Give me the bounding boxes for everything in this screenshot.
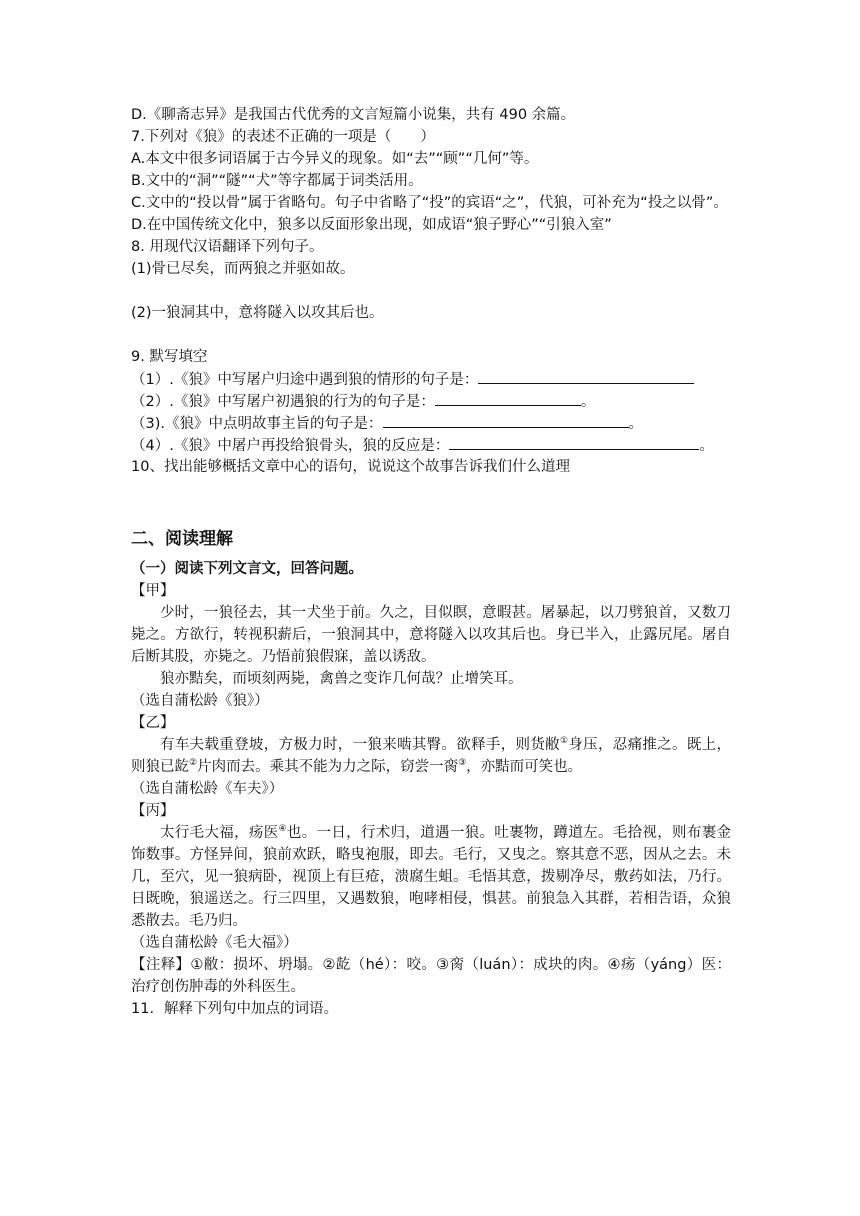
document-page xyxy=(131,104,731,1020)
passage-bing-text-b: 也。一日，行术归，道遇一狼。吐裹物，蹲道左。毛拾视，则布裹金饰数事。方怪异间，狼前欢跃，略曳袍服，即去。毛行，又曳之。察其意不恶，因从之去。未几，至穴，见一狼病卧，视顶上有巨疮，溃腐生蛆。毛悟其意，拨剔净尽，敷药如法，乃行。日既晚，狼遥送之。行三四里，又遇数狼，咆哮相侵，惧甚。前狼急入其群，若相告语，众狼悉散去。毛乃归。 xyxy=(131,825,732,929)
question-7: 7.下列对《狼》的表述不正确的一项是（ ） xyxy=(131,129,435,145)
question-9-item-4-text: （4）.《狼》中屠户再投给狼骨头，狼的反应是： xyxy=(131,438,450,454)
passage-jia-label: 【甲】 xyxy=(131,583,175,599)
question-7-option-c: C.文中的“投以骨”属于省略句。句子中省略了“投”的宾语“之”，代狼，可补充为“投之以骨”。 xyxy=(131,195,728,211)
passage-yi-label: 【乙】 xyxy=(131,715,175,731)
question-10: 10、找出能够概括文章中心的语句，说说这个故事告诉我们什么道理 xyxy=(131,459,570,475)
annotation-notes: 【注释】①敝：损坏、坍塌。②龁（hé）：咬。③脔（luán）：成块的肉。④疡（yáng）医：治疗创伤肿毒的外科医生。 xyxy=(131,957,731,995)
answer-blank-2[interactable] xyxy=(435,390,581,406)
question-8: 8. 用现代汉语翻译下列句子。 xyxy=(131,239,324,255)
answer-blank-3[interactable] xyxy=(383,412,629,428)
passage-yi-source: （选自蒲松龄《车夫》） xyxy=(131,781,284,797)
footnote-marker-3: ③ xyxy=(458,758,467,769)
question-7-option-a: A.本文中很多词语属于古今异义的现象。如“去”“顾”“几何”等。 xyxy=(131,151,539,167)
section-2-subtitle: （一）阅读下列文言文，回答问题。 xyxy=(131,561,363,577)
footnote-marker-1: ① xyxy=(559,736,569,747)
period: 。 xyxy=(699,438,714,454)
footnote-marker-2: ② xyxy=(189,758,198,769)
passage-bing-paragraph xyxy=(131,822,731,932)
passage-bing-source: （选自蒲松龄《毛大福》） xyxy=(131,935,298,951)
question-9: 9. 默写填空 xyxy=(131,349,208,365)
question-9-item-2 xyxy=(131,390,731,412)
passage-yi-text-d: ，亦黠而可笑也。 xyxy=(466,759,583,775)
question-9-item-4 xyxy=(131,434,731,456)
question-9-item-2-text: （2）.《狼》中写屠户初遇狼的行为的句子是： xyxy=(131,394,435,410)
answer-blank-4[interactable] xyxy=(449,434,699,450)
answer-blank-1[interactable] xyxy=(478,368,694,384)
question-7-option-b: B.文中的“洞”“隧”“犬”等字都属于词类活用。 xyxy=(131,173,423,189)
passage-bing-text-a: 太行毛大福，疡医 xyxy=(160,825,279,841)
question-9-item-3 xyxy=(131,412,731,434)
period: 。 xyxy=(580,394,596,410)
passage-yi-text-b: 身压，忍痛推之。既上，则狼已龁 xyxy=(131,737,731,775)
passage-yi-text-c: 片肉而去。乘其不能为力之际，窃尝一脔 xyxy=(197,759,459,775)
question-7-option-d: D.在中国传统文化中，狼多以反面形象出现，如成语“狼子野心”“引狼入室” xyxy=(131,217,612,233)
question-6-option-d: D.《聊斋志异》是我国古代优秀的文言短篇小说集，共有 490 余篇。 xyxy=(131,107,576,123)
question-9-item-3-text: （3).《狼》中点明故事主旨的句子是： xyxy=(131,416,383,432)
question-11: 11．解释下列句中加点的词语。 xyxy=(131,1001,338,1017)
passage-jia-paragraph-1: 少时，一狼径去，其一犬坐于前。久之，目似瞑，意暇甚。屠暴起，以刀劈狼首，又数刀毙之。方欲行，转视积薪后，一狼洞其中，意将隧入以攻其后也。身已半入，止露尻尾。屠自后断其股，亦毙之。乃悟前狼假寐，盖以诱敌。 xyxy=(131,605,731,665)
question-8-sentence-1: (1)骨已尽矣，而两狼之并驱如故。 xyxy=(131,261,355,277)
passage-bing-label: 【丙】 xyxy=(131,803,175,819)
question-9-item-1 xyxy=(131,368,731,390)
section-2-title: 二、阅读理解 xyxy=(131,529,233,549)
question-9-item-1-text: （1）.《狼》中写屠户归途中遇到狼的情形的句子是： xyxy=(131,372,479,388)
period: 。 xyxy=(628,416,643,432)
question-8-sentence-2: (2)一狼洞其中，意将隧入以攻其后也。 xyxy=(131,305,384,321)
passage-yi-paragraph xyxy=(131,734,731,778)
passage-jia-paragraph-2: 狼亦黠矣，而顷刻两毙，禽兽之变诈几何哉？止增笑耳。 xyxy=(160,671,523,687)
footnote-marker-4: ④ xyxy=(278,824,287,835)
passage-yi-text-a: 有车夫载重登坡，方极力时，一狼来啮其臀。欲释手，则货敝 xyxy=(160,737,560,753)
passage-jia-source: （选自蒲松龄《狼》） xyxy=(131,693,269,709)
